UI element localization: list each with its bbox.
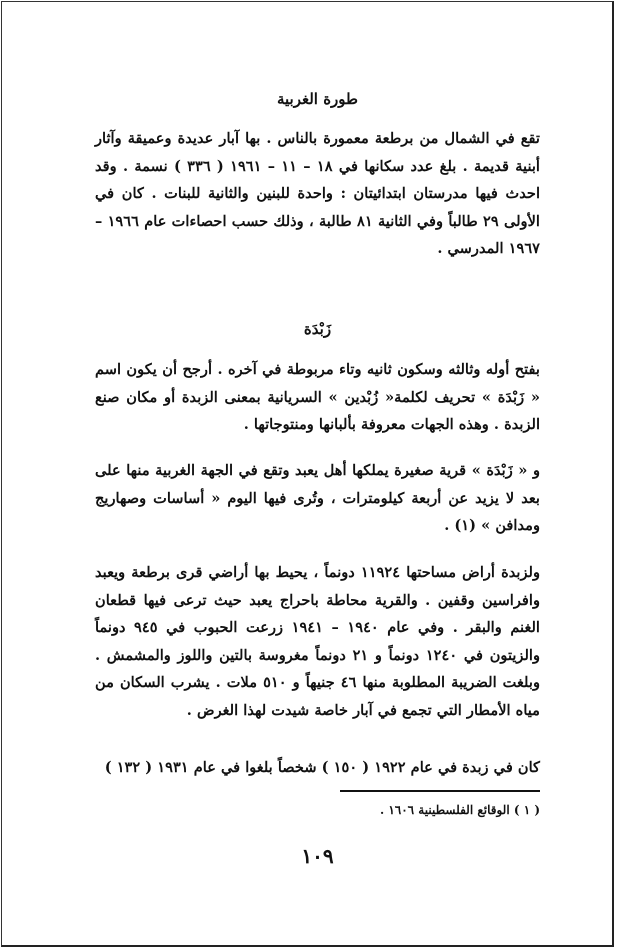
section-title-zabda: زَبْدَة: [303, 320, 332, 338]
footnote: ( ١ ) الوقائع الفلسطينية ١٦٠٦ .: [379, 803, 540, 817]
paragraph-zabda-population: كان في زبدة في عام ١٩٢٢ ( ١٥٠ ) شخصاً بلغوا في عام ١٩٣١ ( ١٣٢ ): [104, 759, 540, 776]
paragraph-zabda-etymology: بفتح أوله وثالثه وسكون ثانيه وتاء مربوطة في آخره . أرجح أن يكون اسم « زَبْدَة » تحريف لكلمة« زُبْدين » السريانية بمعنى الزبدة أو مكان صنع الزبدة . وهذه الجهات معروفة بألبانها ومنتوجاتها .: [95, 361, 540, 433]
page-number: ١٠٩: [301, 844, 334, 868]
paragraph-tura-gharbiya: تقع في الشمال من برطعة معمورة بالناس . بها آبار عديدة وعميقة وآثار أبنية قديمة . بلغ عدد سكانها في ١٨ – ١١ – ١٩٦١ ( ٣٣٦ ) نسمة . وقد احدث فيها مدرستان ابتدائيتان : واحدة للبنين والثانية للبنات . كان في الأولى ٢٩ طالباً وفي الثانية ٨١ طالبة ، وذلك حسب احصاءات عام ١٩٦٦ – ١٩٦٧ المدرسي .: [95, 130, 540, 257]
paragraph-zabda-location: و « زَبْدَة » قرية صغيرة يملكها أهل يعبد وتقع في الجهة الغربية منها على بعد لا يزيد عن أربعة كيلومترات ، وتُرى فيها اليوم « أساسات وصهاريج ومدافن » (١) .: [95, 462, 540, 534]
footnote-divider: [340, 790, 540, 792]
section-title-tura-gharbiya: طورة الغربية: [276, 90, 358, 108]
paragraph-zabda-lands: ولزبدة أراض مساحتها ١١٩٢٤ دونماً ، يحيط بها أراضي قرى برطعة ويعبد وافراسين وقفين . والقرية محاطة باحراج يعبد حيث ترعى فيها قطعان الغنم والبقر . وفي عام ١٩٤٠ – ١٩٤١ زرعت الحبوب في ٩٤٥ دونماً والزيتون في ١٢٤٠ دونماً و ٢١ دونماً مغروسة بالتين واللوز والمشمش . وبلغت الضريبة المطلوبة منها ٤٦ جنيهاً و ٥١٠ ملات . يشرب السكان من مياه الأمطار التي تجمع في آبار خاصة شيدت لهذا الغرض .: [95, 564, 541, 719]
